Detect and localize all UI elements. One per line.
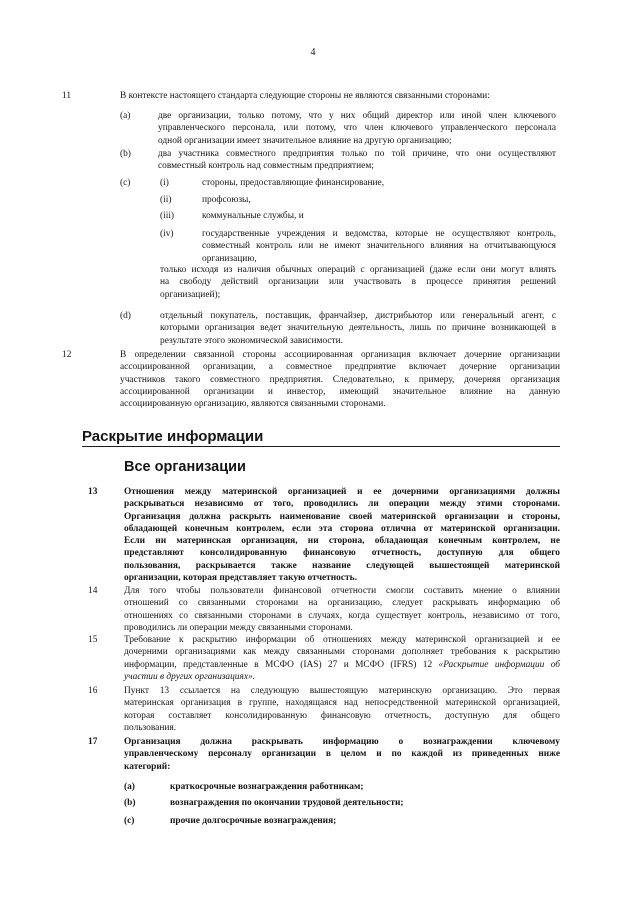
item-text <box>158 148 556 173</box>
text-line: прочие долгосрочные вознаграждения; <box>170 816 337 826</box>
text-line: пользования, раскрывается также название следующей вышестоящей материнской <box>124 560 560 571</box>
text-line: на свободу действий организации или участвовать в процессе принятия решений <box>160 277 556 288</box>
item-label: (b) <box>120 149 131 159</box>
standard-title-italic: «Раскрытие информации об <box>438 659 560 670</box>
item-label: (a) <box>120 111 131 121</box>
paragraph-number: 11 <box>62 91 72 101</box>
text-line: организации, которая представляет такую отчетность. <box>124 573 357 584</box>
text-line: Организация должна раскрывать информацию о вознаграждении ключевому <box>124 737 560 747</box>
text-line: государственные учреждения и ведомства, которые не осуществляют контроль, <box>202 229 556 239</box>
paragraph-number: 13 <box>88 487 98 497</box>
text-line: категорий: <box>124 761 171 772</box>
page-number: 4 <box>310 47 316 58</box>
paragraph-text <box>124 634 560 683</box>
item-tail-text <box>160 264 556 301</box>
text-line: дочерними организациями как между связанными сторонами дополняет требования к раскрытию <box>124 647 560 658</box>
text-line: Для того чтобы пользователи финансовой отчетности смогли составить мнение о влиянии <box>124 586 560 596</box>
text-line: управленческого персонала, или потому, что член ключевого управленческого персонала <box>158 123 556 134</box>
text-run: информации, представленные в МСФО (IAS) 27 и МСФО (IFRS) 12 <box>124 659 439 670</box>
text-line: обладающей конечным контролем, если эта сторона отлична от материнской организации. <box>124 523 560 534</box>
text-line: раскрываться независимо от того, проводились ли операции между этими сторонами. <box>124 499 560 510</box>
text-line: В контексте настоящего стандарта следующие стороны не являются связанными сторонами: <box>120 91 490 101</box>
subitem-text <box>202 194 556 206</box>
text-line: которая составляет консолидированную финансовую отчетность, доступную для общего <box>124 710 560 721</box>
text-line: совместный контроль над совместным предприятием; <box>158 161 374 172</box>
text-line: результате этого экономической зависимости. <box>160 335 344 346</box>
subitem-label: (ii) <box>160 195 172 205</box>
text-line: организацию, <box>202 253 257 264</box>
item-text <box>170 781 556 793</box>
paragraph-number: 14 <box>88 586 98 596</box>
section-subheading: Все организации <box>124 459 246 475</box>
text-line: краткосрочные вознаграждения работникам; <box>170 782 364 792</box>
paragraph-text <box>124 486 560 584</box>
paragraph-number: 17 <box>88 737 98 747</box>
text-line: Отношения между материнской организацией и ее дочерними организациями должны <box>124 487 560 497</box>
text-line: управленческому персоналу организации в целом и по каждой из приведенных ниже <box>124 749 560 760</box>
text-line: Требование к раскрытию информации об отношениях между материнской организацией и ее <box>124 635 560 645</box>
text-line: две организации, только потому, что у них общий директор или иной член ключевого <box>158 111 556 121</box>
text-line: Пункт 13 ссылается на следующую вышестоящую материнскую организацию. Это первая <box>124 686 560 696</box>
subitem-text <box>202 210 556 222</box>
text-line: участников такого совместного предприятия. Следовательно, к примеру, дочерняя организация <box>120 374 560 385</box>
text-line: отношений со связанными сторонами на организацию, следует раскрывать информацию об <box>124 598 560 609</box>
text-line: ассоциированной организации, а совместное предприятие включает дочерние организации <box>120 362 560 373</box>
section-heading: Раскрытие информации <box>82 428 560 447</box>
text-line: пользования. <box>124 722 177 733</box>
standard-title-italic: участии в других организациях». <box>124 671 256 682</box>
paragraph-number: 12 <box>62 350 72 360</box>
text-line: вознаграждения по окончании трудовой деятельности; <box>170 798 404 808</box>
item-text <box>158 110 556 147</box>
subitem-label: (i) <box>160 178 169 188</box>
text-line: Если ни материнская организация, ни сторона, обладающая конечным контролем, не <box>124 536 560 547</box>
item-label: (c) <box>120 178 131 188</box>
item-text <box>170 797 556 809</box>
text-line: стороны, предоставляющие финансирование, <box>202 178 385 188</box>
text-line: коммунальные службы, и <box>202 211 304 221</box>
subitem-label: (iii) <box>160 211 175 221</box>
paragraph-text <box>124 585 560 634</box>
subitem-label: (iv) <box>160 229 174 239</box>
item-label: (a) <box>124 782 135 792</box>
paragraph-text <box>120 90 560 102</box>
text-line: профсоюзы, <box>202 195 251 205</box>
text-line: два участника совместного предприятия только по той причине, что они осуществляют <box>158 149 556 159</box>
paragraph-text <box>124 685 560 734</box>
text-line: Организация должна раскрыть наименование своей материнской организации и стороны, <box>124 511 560 522</box>
subitem-text <box>202 228 556 265</box>
item-label: (c) <box>124 816 135 826</box>
text-line: В определении связанной стороны ассоциированная организация включает дочерние организации <box>120 350 560 360</box>
text-line: материнская организация в группе, находящаяся над непосредственной материнской организацией, <box>124 698 560 709</box>
text-line: представляют консолидированную финансовую отчетность, доступную для общего <box>124 548 560 559</box>
text-line: проводились ли операции между связанными сторонами. <box>124 622 353 633</box>
text-line: отношениях со связанными сторонами в случаях, когда существует контроль, независимо от того, <box>124 610 560 621</box>
text-line: ассоциированной организации и инвестор, имеющий значительное влияние на данную <box>120 386 560 397</box>
text-line <box>124 659 560 671</box>
paragraph-text <box>120 349 560 410</box>
paragraph-text <box>124 736 560 773</box>
text-line: организацией); <box>160 289 221 300</box>
paragraph-number: 16 <box>88 686 98 696</box>
text-line: отдельный покупатель, поставщик, франчайзер, дистрибьютор или генеральный агент, с <box>160 311 556 321</box>
text-line: одной организации имеет значительное влияние на другую организацию; <box>158 135 452 146</box>
item-label: (d) <box>120 311 131 321</box>
text-line: ассоциированную организацию, являются связанными сторонами. <box>120 399 386 410</box>
subitem-text <box>202 177 556 189</box>
item-text <box>170 815 556 827</box>
paragraph-number: 15 <box>88 635 98 645</box>
text-line: совместный контроль или не имеют значительного влияния на отчитывающуюся <box>202 241 556 252</box>
item-label: (b) <box>124 798 136 808</box>
text-line: только исходя из наличия обычных операций с организацией (даже если они могут влиять <box>160 265 556 275</box>
item-text <box>160 310 556 347</box>
text-line: которыми организация ведет значительную деятельность, лишь по причине возникающей в <box>160 323 556 334</box>
